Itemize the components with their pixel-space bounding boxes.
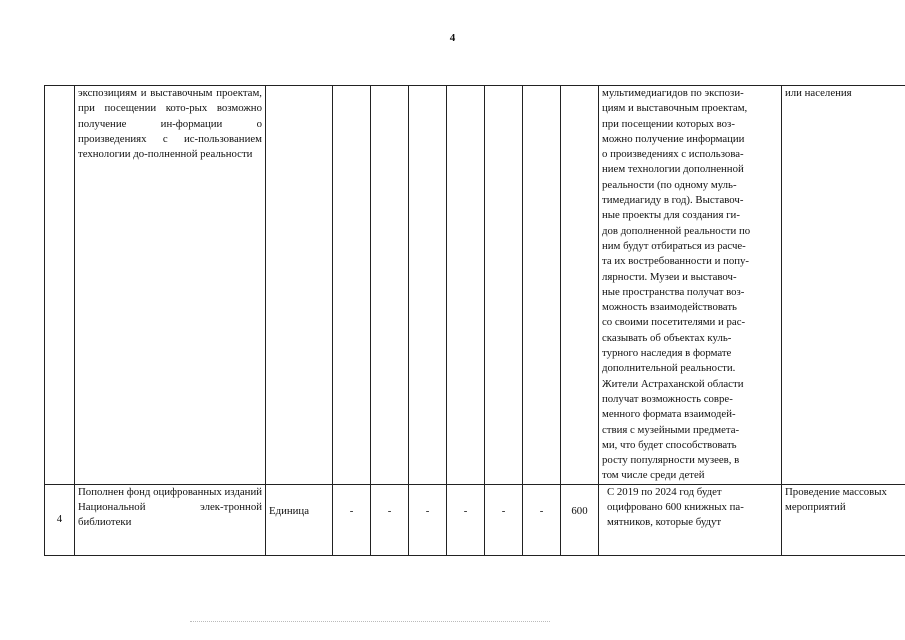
value-cell [485,86,523,485]
row-number-cell [45,86,75,485]
event-cell: Проведение массовых мероприятий [782,484,905,555]
value-cell: - [333,484,371,555]
value-cell [371,86,409,485]
value-cell [333,86,371,485]
value-cell [409,86,447,485]
value-cell: 600 [561,484,599,555]
value-cell: - [485,484,523,555]
value-cell [447,86,485,485]
table-row [45,86,905,485]
indicator-cell: Пополнен фонд оцифрованных изданий Национальной элек-тронной библиотеки [75,484,266,555]
value-cell: - [523,484,561,555]
value-cell [523,86,561,485]
description-cell: С 2019 по 2024 год будет оцифровано 600 книжных па- мятников, которые будут [599,484,782,555]
value-cell: - [371,484,409,555]
unit-cell: Единица [266,484,333,555]
table-row [45,484,905,555]
row-number-cell: 4 [45,484,75,555]
event-cell: или населения [782,86,905,485]
value-cell [561,86,599,485]
unit-cell [266,86,333,485]
indicator-cell: экспозициям и выставочным проектам, при посещении кото-рых возможно получение ин-формации о произведениях с ис-пользованием технологии до-полненной реальности [75,86,266,485]
value-cell: - [409,484,447,555]
page-number: 4 [449,32,456,44]
indicators-table [44,85,905,556]
scan-artifact [190,621,550,624]
value-cell: - [447,484,485,555]
description-cell: мультимедиагидов по экспози- циям и выставочным проектам, при посещении которых воз- можно получение информации о произведениях с использова- нием технологии дополненной реальности (по одному муль- тимедиагиду в год). Выставоч- ные проекты для создания ги- дов дополненной реальности по ним будут отбираться из расче- та их востребованности и попу- лярности. Музеи и выставоч- ные пространства получат воз- можность взаимодействовать со своими посетителями и рас- сказывать об объектах куль- турного наследия в формате дополнительной реальности. Жители Астраханской области получат возможность совре- менного формата взаимодей- ствия с музейными предмета- ми, что будет способствовать росту популярности музеев, в том числе среди детей [599,86,782,485]
